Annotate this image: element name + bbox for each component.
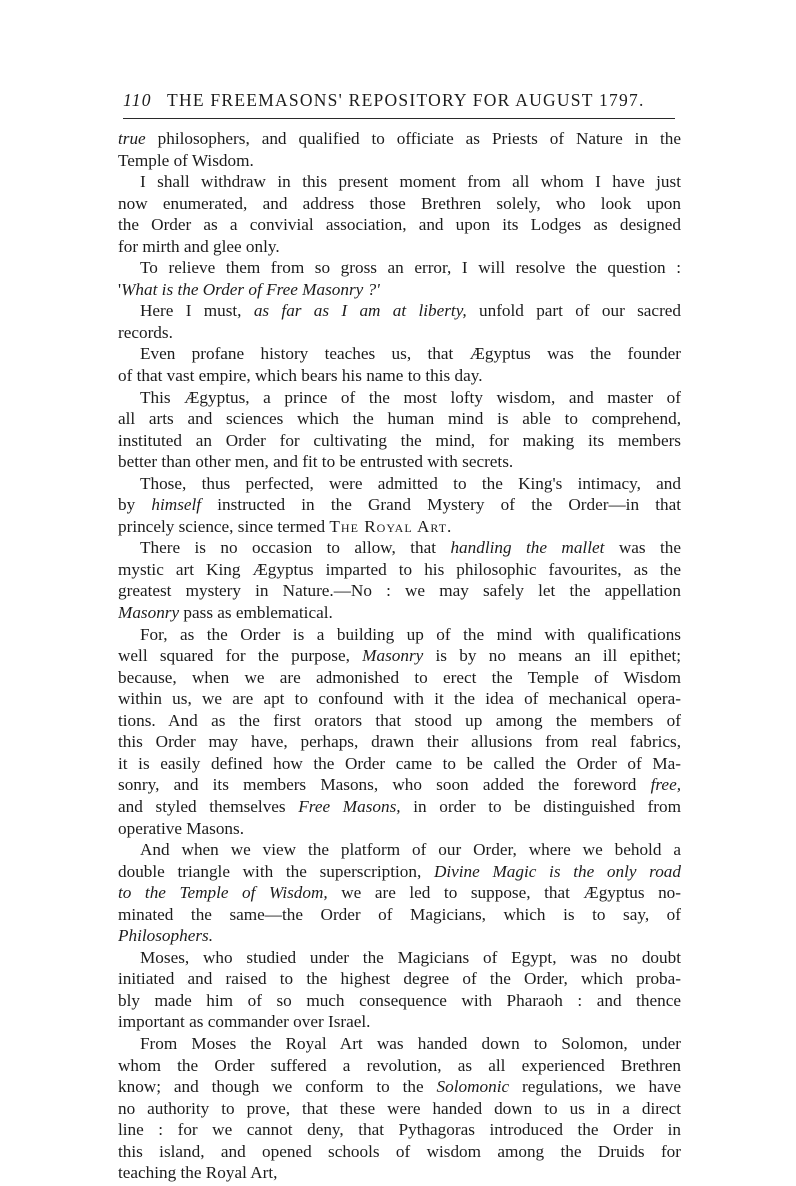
text-run: To relieve them from so gross an error, I will resolve the question : <box>140 258 681 278</box>
text-line <box>118 904 681 926</box>
text-line <box>118 300 681 322</box>
text-run: I shall withdraw in this present moment from all whom I have just <box>140 172 681 192</box>
text-line <box>118 1141 681 1163</box>
italic-run: as far as I am at liberty, <box>253 301 467 321</box>
italic-run: Masonry <box>362 646 424 666</box>
text-run: double triangle with the superscription, <box>118 861 434 881</box>
text-run: instructed in the Grand Mystery of the Order—in that <box>201 495 681 515</box>
italic-run: free, <box>650 775 681 795</box>
text-line <box>118 193 681 215</box>
text-line <box>118 559 681 581</box>
text-line <box>118 688 681 710</box>
text-run: now enumerated, and address those Brethren solely, who look upon <box>118 193 681 213</box>
running-header <box>123 90 678 116</box>
text-line <box>118 1055 681 1077</box>
text-run: because, when we are admonished to erect the Temple of Wisdom <box>118 667 681 687</box>
text-run: regulations, we have <box>509 1077 681 1097</box>
text-line <box>118 494 681 516</box>
text-run: ' <box>118 279 122 299</box>
text-run: this island, and opened schools of wisdom among the Druids for <box>118 1141 681 1161</box>
text-run: know; and though we conform to the <box>118 1077 437 1097</box>
italic-run: Free Masons, <box>298 796 401 816</box>
text-line <box>118 128 681 150</box>
text-line <box>118 322 681 344</box>
italic-run: true <box>118 129 146 148</box>
page-number: 110 <box>123 90 152 110</box>
italic-run: himself <box>151 495 202 515</box>
text-run: Moses, who studied under the Magicians of Egypt, was no doubt <box>140 947 681 967</box>
text-line <box>118 861 681 883</box>
text-run: for mirth and glee only. <box>118 236 280 256</box>
small-caps-run: The Royal Art. <box>329 516 453 536</box>
italic-run: Solomonic <box>436 1077 510 1097</box>
text-run: and styled themselves <box>118 796 299 816</box>
text-line <box>118 171 681 193</box>
text-line <box>118 839 681 861</box>
text-run: This Ægyptus, a prince of the most lofty wisdom, and master of <box>140 387 681 407</box>
text-run: important as commander over Israel. <box>118 1012 371 1032</box>
text-run: greatest mystery in Nature.—No : we may safely let the appellation <box>118 581 681 601</box>
text-run: we are led to suppose, that Ægyptus no- <box>327 883 681 903</box>
text-line <box>118 645 681 667</box>
text-line <box>118 990 681 1012</box>
text-run: And when we view the platform of our Order, where we behold a <box>140 840 681 860</box>
text-line <box>118 624 681 646</box>
text-line <box>118 818 681 840</box>
text-line <box>118 1119 681 1141</box>
text-run: no authority to prove, that these were handed down to us in a direct <box>118 1098 681 1118</box>
text-run: instituted an Order for cultivating the mind, for making its members <box>118 430 681 450</box>
text-line <box>118 1098 681 1120</box>
text-run: Temple of Wisdom. <box>118 150 254 170</box>
text-run: records. <box>118 322 173 342</box>
italic-run: Philosophers. <box>118 926 214 946</box>
text-run: pass as emblematical. <box>179 603 333 623</box>
header-rule <box>123 118 675 119</box>
text-run: within us, we are apt to confound with it the idea of mechanical opera- <box>118 689 681 709</box>
text-run: Here I must, <box>140 301 254 321</box>
text-line <box>118 1033 681 1055</box>
text-run: mystic art King Ægyptus imparted to his philosophic favourites, as the <box>118 559 681 579</box>
italic-run: to the Temple of Wisdom, <box>118 883 328 903</box>
text-line <box>118 343 681 365</box>
text-run: is by no means an ill epithet; <box>423 646 681 666</box>
text-run: whom the Order suffered a revolution, as all experienced Brethren <box>118 1055 681 1075</box>
italic-run: Masonry <box>118 603 180 623</box>
text-line <box>118 516 681 538</box>
text-line <box>118 602 681 624</box>
text-run: For, as the Order is a building up of the mind with qualifications <box>140 624 681 644</box>
text-line <box>118 430 681 452</box>
text-line <box>118 580 681 602</box>
italic-run: handling the mallet <box>450 538 605 558</box>
text-line <box>118 387 681 409</box>
text-run: by <box>118 495 152 515</box>
text-run: There is no occasion to allow, that <box>140 538 451 558</box>
text-run: initiated and raised to the highest degree of the Order, which proba- <box>118 969 681 989</box>
text-run: princely science, since termed <box>118 516 330 536</box>
text-run: better than other men, and fit to be entrusted with secrets. <box>118 452 514 472</box>
italic-run: Divine Magic is the only road <box>433 861 681 881</box>
text-line <box>118 408 681 430</box>
text-run: the Order as a convivial association, and upon its Lodges as designed <box>118 215 681 235</box>
text-run: Even profane history teaches us, that Ægyptus was the founder <box>140 344 681 364</box>
text-line <box>118 774 681 796</box>
text-run: all arts and sciences which the human mind is able to comprehend, <box>118 409 681 429</box>
text-line <box>118 150 681 172</box>
text-run: unfold part of our sacred <box>466 301 681 321</box>
text-line <box>118 473 681 495</box>
text-line <box>118 710 681 732</box>
text-run: teaching the Royal Art, <box>118 1163 278 1183</box>
text-line <box>118 1076 681 1098</box>
text-line <box>118 365 681 387</box>
text-line <box>118 968 681 990</box>
text-run: philosophers, and qualified to officiate as Priests of Nature in the <box>145 129 681 148</box>
text-line <box>118 882 681 904</box>
text-run: tions. And as the first orators that stood up among the members of <box>118 710 681 730</box>
text-line <box>118 731 681 753</box>
text-run: in order to be distinguished from <box>400 796 681 816</box>
text-run: it is easily defined how the Order came to be called the Order of Ma- <box>118 753 681 773</box>
text-line <box>118 1162 681 1184</box>
text-run: this Order may have, perhaps, drawn their allusions from real fabrics, <box>118 732 681 752</box>
text-line <box>118 279 681 301</box>
text-line <box>118 925 681 947</box>
running-title: THE FREEMASONS' REPOSITORY FOR AUGUST 1797. <box>167 90 645 110</box>
text-line <box>118 451 681 473</box>
text-line <box>118 236 681 258</box>
text-line <box>118 214 681 236</box>
text-line <box>118 667 681 689</box>
text-run: well squared for the purpose, <box>118 646 363 666</box>
text-run: was the <box>604 538 681 558</box>
text-line <box>118 753 681 775</box>
italic-run: What is the Order of Free Masonry ?' <box>121 279 380 299</box>
text-line <box>118 257 681 279</box>
article-body <box>118 128 681 1184</box>
text-run: bly made him of so much consequence with Pharaoh : and thence <box>118 990 681 1010</box>
text-run: of that vast empire, which bears his name to this day. <box>118 366 483 386</box>
text-run: minated the same—the Order of Magicians, which is to say, of <box>118 904 681 924</box>
text-line <box>118 1011 681 1033</box>
text-line <box>118 796 681 818</box>
text-run: From Moses the Royal Art was handed down to Solomon, under <box>140 1033 681 1053</box>
text-run: Those, thus perfected, were admitted to the King's intimacy, and <box>140 473 681 493</box>
text-run: operative Masons. <box>118 818 245 838</box>
text-run: sonry, and its members Masons, who soon added the foreword <box>118 775 651 795</box>
text-line <box>118 537 681 559</box>
text-line <box>118 947 681 969</box>
text-run: line : for we cannot deny, that Pythagoras introduced the Order in <box>118 1120 681 1140</box>
